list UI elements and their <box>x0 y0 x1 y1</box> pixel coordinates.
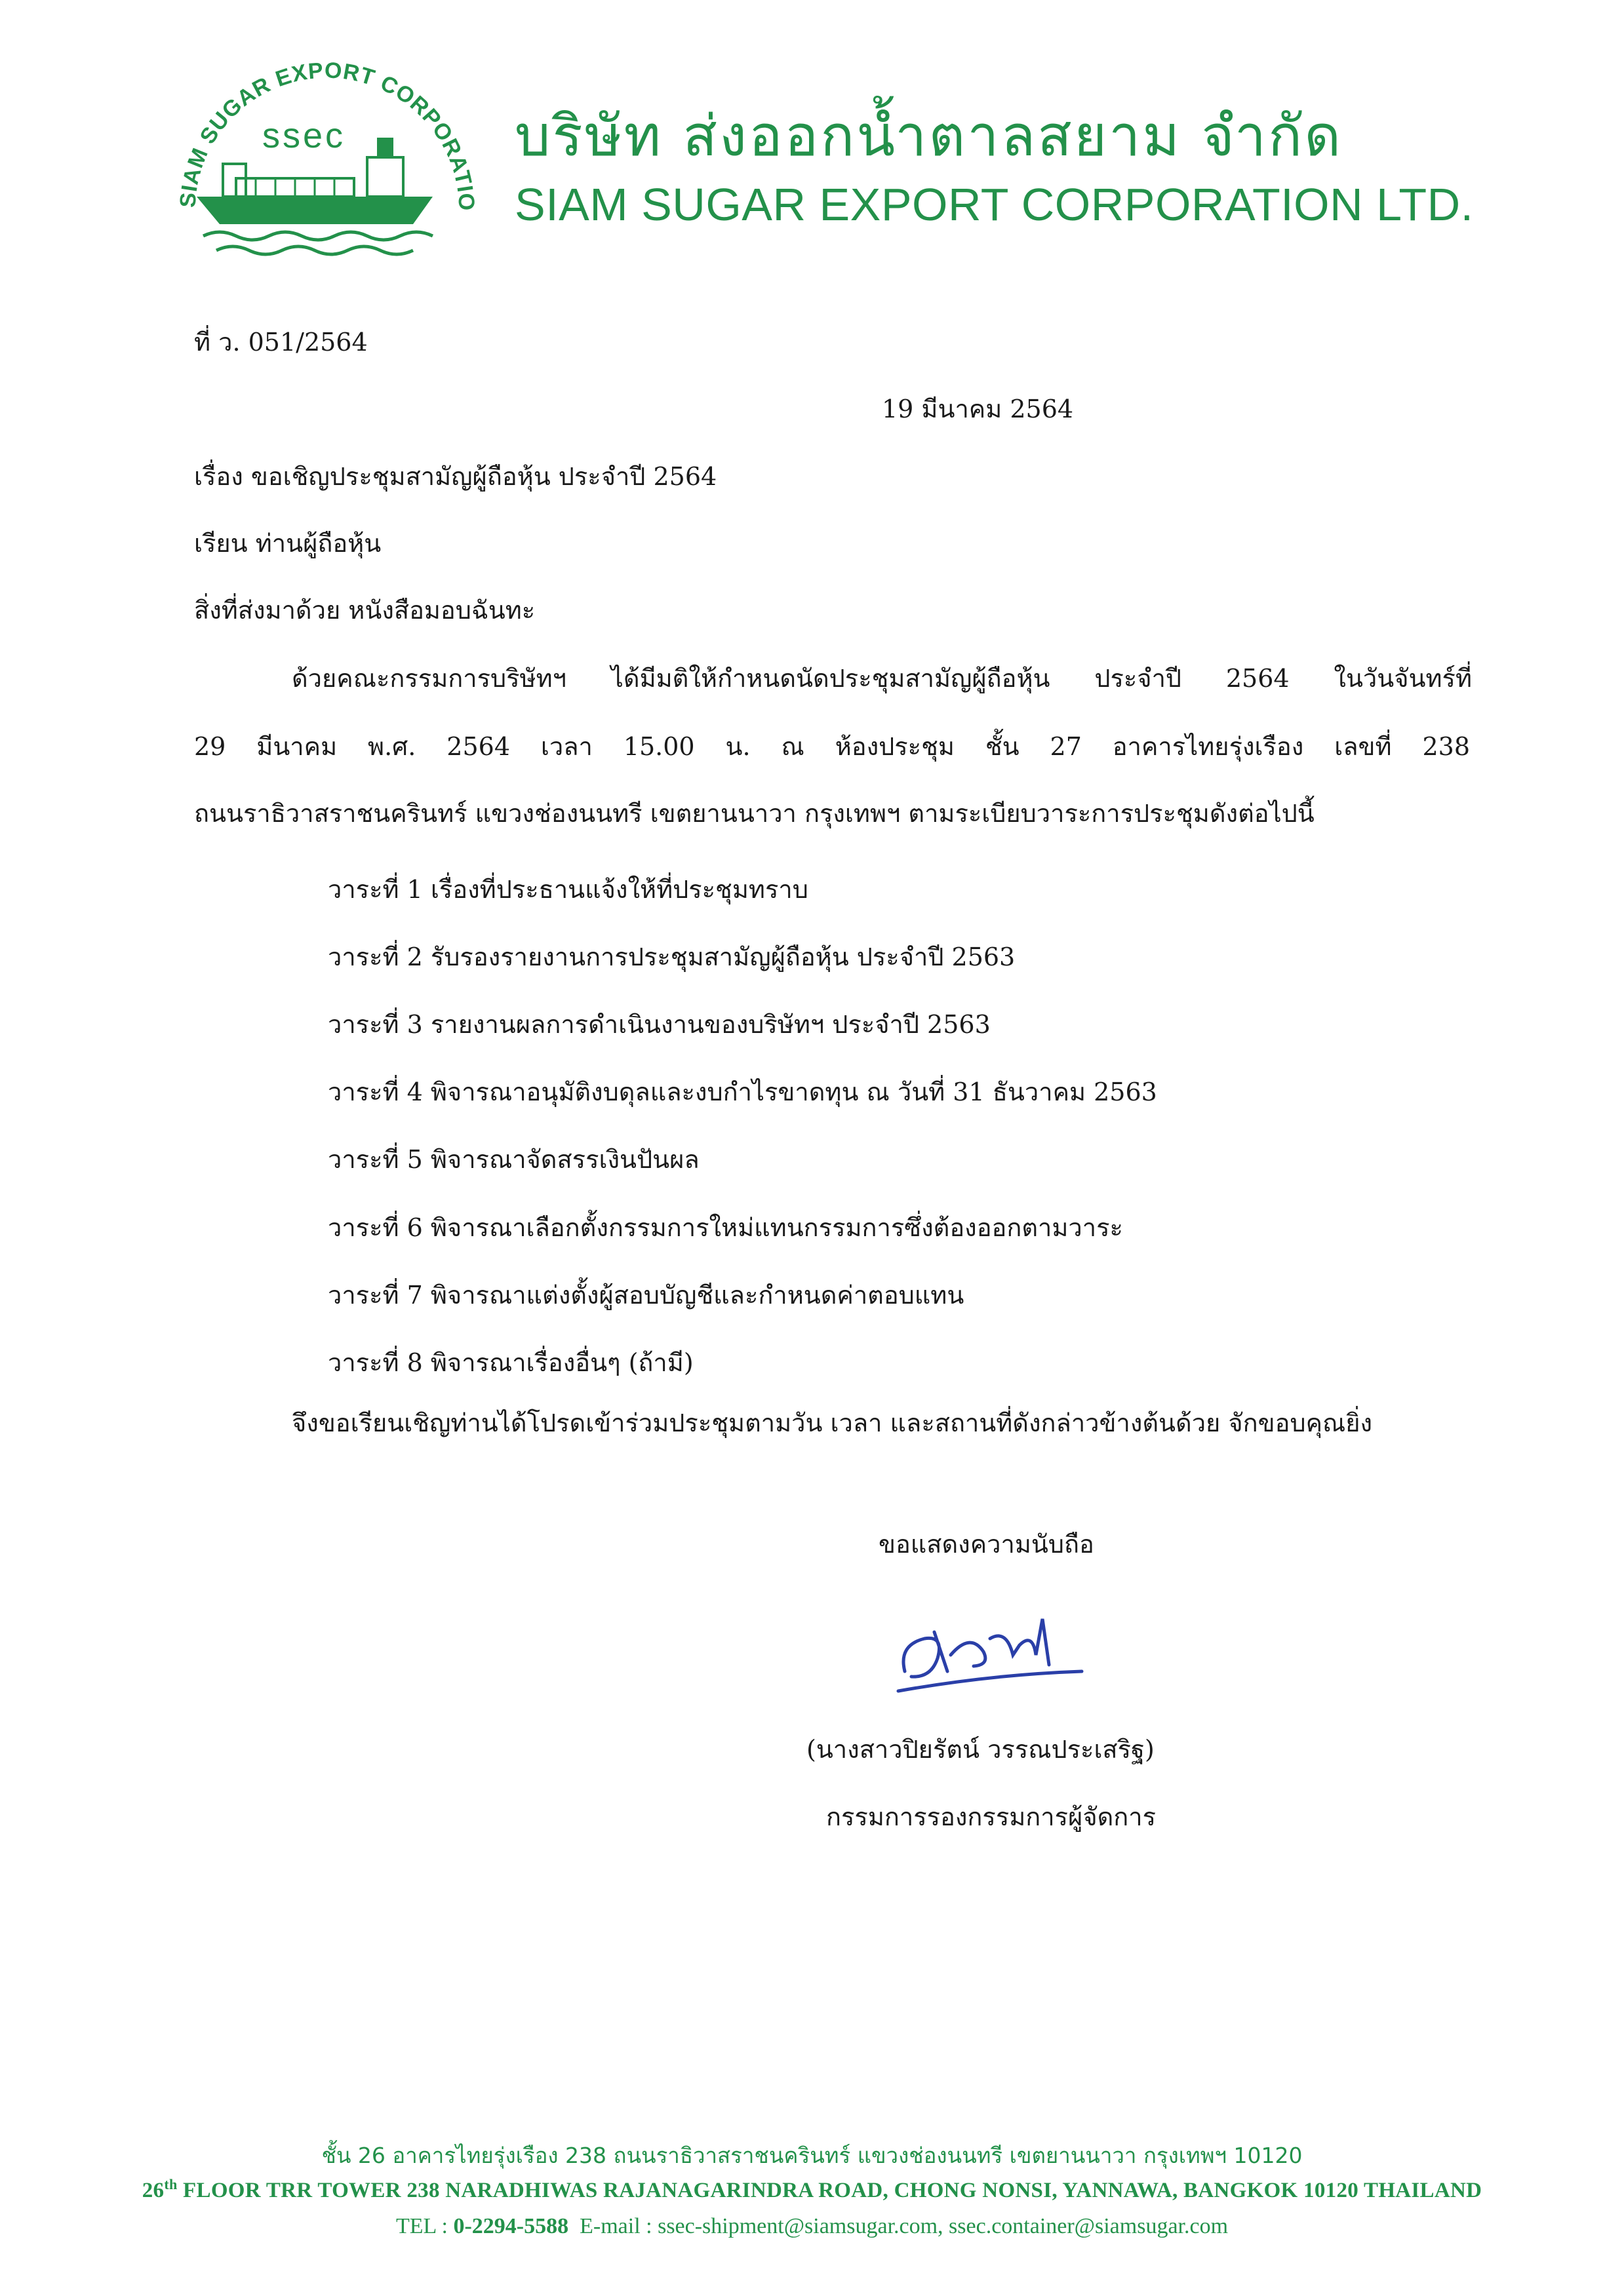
agenda-item-6: วาระที่ 6 พิจารณาเลือกตั้งกรรมการใหม่แทนกรรมการซึ่งต้องออกตามวาระ <box>328 1213 1123 1242</box>
handwritten-signature <box>885 1593 1095 1711</box>
logo-center-text: ssec <box>262 116 346 155</box>
agenda-item-5: วาระที่ 5 พิจารณาจัดสรรเงินปันผล <box>328 1145 700 1174</box>
footer-emails: ssec-shipment@siamsugar.com, ssec.container@siamsugar.com <box>658 2214 1229 2238</box>
company-name-english: SIAM SUGAR EXPORT CORPORATION LTD. <box>515 179 1474 230</box>
company-logo <box>157 52 485 269</box>
signer-name: (นางสาวปิยรัตน์ วรรณประเสริฐ) <box>806 1735 1155 1764</box>
company-name-thai: บริษัท ส่งออกน้ำตาลสยาม จำกัด <box>515 104 1343 169</box>
agenda-item-8: วาระที่ 8 พิจารณาเรื่องอื่นๆ (ถ้ามี) <box>328 1348 694 1377</box>
agenda-item-7: วาระที่ 7 พิจารณาแต่งตั้งผู้สอบบัญชีและกำหนดค่าตอบแทน <box>328 1281 964 1310</box>
footer-address-thai: ชั้น 26 อาคารไทยรุ่งเรือง 238 ถนนราธิวาสราชนครินทร์ แขวงช่องนนทรี เขตยานนาวา กรุงเทพฯ 10120 <box>321 2143 1303 2168</box>
signer-title: กรรมการรองกรรมการผู้จัดการ <box>826 1802 1157 1831</box>
body-paragraph-line-2: 29 มีนาคม พ.ศ. 2564 เวลา 15.00 น. ณ ห้องประชุม ชั้น 27 อาคารไทยรุ่งเรือง เลขที่ 238 <box>194 732 1470 761</box>
ship-logo-graphic <box>157 52 485 269</box>
footer-tel: 0-2294-5588 <box>453 2214 569 2238</box>
agenda-item-2: วาระที่ 2 รับรองรายงานการประชุมสามัญผู้ถือหุ้น ประจำปี 2563 <box>328 943 1016 971</box>
logo-arc-text: SIAM SUGAR EXPORT CORPORATIO <box>175 58 479 212</box>
footer-address-english <box>0 2176 1624 2203</box>
footer-floor-number: 26 <box>142 2179 165 2202</box>
footer-floor-suffix: th <box>164 2176 178 2192</box>
closing-line: จึงขอเรียนเชิญท่านได้โปรดเข้าร่วมประชุมตามวัน เวลา และสถานที่ดังกล่าวข้างต้นด้วย จักขอบคุณยิ่ง <box>292 1409 1373 1437</box>
footer-email-label: E-mail : <box>568 2214 658 2238</box>
subject-line: เรื่อง ขอเชิญประชุมสามัญผู้ถือหุ้น ประจำปี 2564 <box>194 462 717 491</box>
letter-date: 19 มีนาคม 2564 <box>882 395 1074 423</box>
body-paragraph-line-3: ถนนราธิวาสราชนครินทร์ แขวงช่องนนทรี เขตยานนาวา กรุงเทพฯ ตามระเบียบวาระการประชุมดังต่อไปนี้ <box>194 799 1315 828</box>
agenda-item-3: วาระที่ 3 รายงานผลการดำเนินงานของบริษัทฯ ประจำปี 2563 <box>328 1010 991 1039</box>
salutation-line: เรียน ท่านผู้ถือหุ้น <box>194 529 382 558</box>
valediction: ขอแสดงความนับถือ <box>879 1530 1094 1559</box>
reference-number: ที่ ว. 051/2564 <box>194 328 368 357</box>
agenda-item-4: วาระที่ 4 พิจารณาอนุมัติงบดุลและงบกำไรขาดทุน ณ วันที่ 31 ธันวาคม 2563 <box>328 1078 1157 1106</box>
agenda-item-1: วาระที่ 1 เรื่องที่ประธานแจ้งให้ที่ประชุมทราบ <box>328 875 808 904</box>
footer-contact <box>0 2214 1624 2239</box>
body-paragraph-line-1: ด้วยคณะกรรมการบริษัทฯ ได้มีมติให้กำหนดนัดประชุมสามัญผู้ถือหุ้น ประจำปี 2564 ในวันจันทร์ที่ <box>292 664 1472 693</box>
enclosure-line: สิ่งที่ส่งมาด้วย หนังสือมอบฉันทะ <box>194 596 536 625</box>
footer-tel-label: TEL : <box>395 2214 454 2238</box>
footer-address-rest: FLOOR TRR TOWER 238 NARADHIWAS RAJANAGARINDRA ROAD, CHONG NONSI, YANNAWA, BANGKOK 10120 THAILAND <box>177 2179 1482 2202</box>
